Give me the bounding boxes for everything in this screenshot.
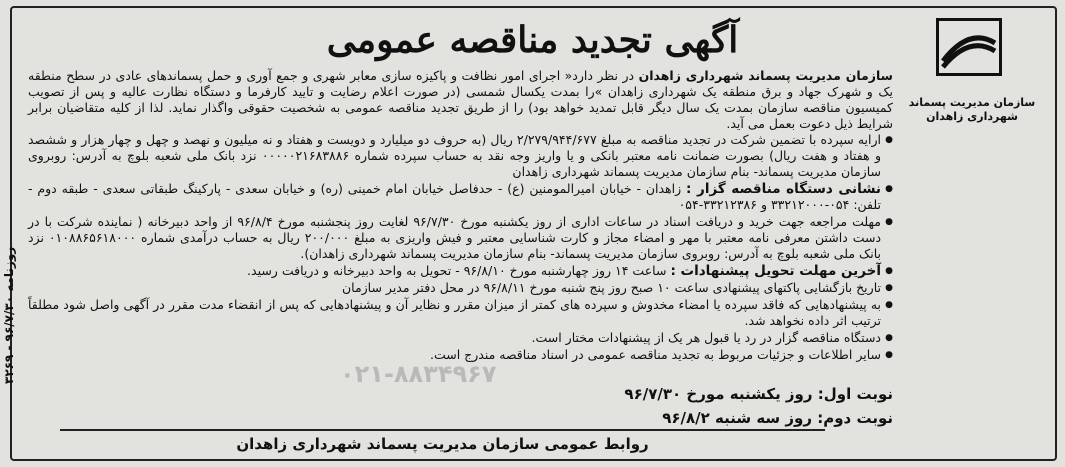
item-text: تاریخ بازگشایی پاکتهای پیشنهادی ساعت ۱۰ صبح روز پنج شنبه مورخ ۹۶/۸/۱۱ در محل دفتر مدیر سازمان <box>341 280 881 295</box>
second-publication-date: نوبت دوم: روز سه شنبه ۹۶/۸/۲ <box>662 409 893 427</box>
item-text: زاهدان - خیابان امیرالمومنین (ع) - حدفاصل خیابان امام خمینی (ره) و خیابان سعدی - پارکینگ طبقاتی سعدی - طبقه دوم - تلفن: ۰۵۴-۳۳۲۱۲۰۰۰ و ۳۳۲۱۲۳۸۶-۰۵۴ <box>28 181 881 212</box>
logo-org-line1: سازمان مدیریت پسماند <box>908 96 1036 109</box>
organization-logo <box>897 12 1047 130</box>
footer-public-relations: روابط عمومی سازمان مدیریت پسماند شهرداری زاهدان <box>60 429 825 457</box>
list-item <box>28 181 893 213</box>
logo-mark-icon <box>936 18 1002 76</box>
item-text: دستگاه مناقصه گزار در رد یا قبول هر یک از پیشنهادات مختار است. <box>531 330 881 345</box>
logo-org-name <box>897 96 1047 124</box>
logo-org-line2: شهرداری زاهدان <box>926 110 1018 123</box>
item-label: آخرین مهلت تحویل پیشنهادات : <box>670 263 881 279</box>
first-publication-date: نوبت اول: روز یکشنبه مورخ ۹۶/۷/۳۰ <box>624 385 893 403</box>
ad-title: آگهی تجدید مناقصه عمومی <box>326 19 739 61</box>
list-item <box>28 214 893 262</box>
watermark-phone: ۰۲۱-۸۸۳۴۹۶۷ <box>340 360 497 388</box>
item-text: به پیشنهادهایی که فاقد سپرده یا امضاء مخدوش و سپرده های کمتر از میزان مقرر و نظایر آن و پیشنهادهایی که پس از انقضاء مدت مقرر در آگهی واصل شود مطلقاً ترتیب اثر داده نخواهد شد. <box>28 297 881 328</box>
item-text: مهلت مراجعه جهت خرید و دریافت اسناد در ساعات اداری از روز یکشنبه مورخ ۹۶/۷/۳۰ لغایت روز پنجشنبه مورخ ۹۶/۸/۴ از واحد دبیرخانه ( نماینده شرکت با در دست داشتن معرفی نامه معتبر با مهر و امضاء مجاز و کارت شناسایی معتبر و فیش واریزی به مبلغ ۲۰۰/۰۰۰ ریال به حساب درآمدی شماره ۰۱۰۸۸۶۵۶۱۸۰۰۰ نزد بانک ملی شعبه بلوچ به آدرس: روبروی سازمان مدیریت پسماند- بنام سازمان مدیریت پسماند شهرداری زاهدان). <box>28 214 882 261</box>
item-text: ارایه سپرده با تضمین شرکت در تجدید مناقصه به مبلغ ۲/۲۷۹/۹۴۴/۶۷۷ ریال (به حروف دو میلیارد و دویست و هفتاد و نه میلیون و نهصد و چهل و چهار هزار و ششصد و هفتاد و هفت ریال) بصورت ضمانت نامه معتبر بانکی و یا واریز وجه نقد به حساب سپرده شماره ۰۰۰۰۰۲۱۶۸۳۸۸۶ نزد بانک ملی شعبه بلوچ به آدرس: روبروی سازمان مدیریت پسماند- بنام سازمان مدیریت پسماند شهرداری زاهدان <box>28 132 881 179</box>
list-item <box>28 330 893 346</box>
lead-text: سازمان مدیریت پسماند شهرداری زاهدان <box>638 68 893 83</box>
item-label: نشانی دستگاه مناقصه گزار : <box>686 181 881 197</box>
list-item <box>28 263 893 279</box>
item-text: سایر اطلاعات و جزئیات مربوط به تجدید مناقصه عمومی در اسناد مناقصه مندرج است. <box>429 347 881 362</box>
side-code: روزنامه ۹۶/۷/۳۰ - ۳۲۶۹ <box>2 246 16 384</box>
list-item <box>28 132 893 180</box>
list-item <box>28 347 893 363</box>
list-item <box>28 280 893 296</box>
list-item <box>28 297 893 329</box>
ad-body <box>28 68 893 364</box>
intro-paragraph <box>28 68 893 132</box>
item-text: ساعت ۱۴ روز چهارشنبه مورخ ۹۶/۸/۱۰ - تحویل به واحد دبیرخانه و دریافت رسید. <box>247 263 667 278</box>
intro-text: در نظر دارد« اجرای امور نظافت و پاکیزه سازی معابر شهری و جمع آوری و حمل پسماندهای عادی در سطح منطقه یک و شهرک جهاد و برق منطقه یک شهرداری زاهدان »را بمدت یکسال شمسی (در صورت اعلام رضایت و تایید کارفرما و دستگاه نظارت عالیه و پس از تصویب کمیسیون مناقصه سازمان بمدت یک سال دیگر قابل تمدید خواهد بود) را از طریق تجدید مناقصه عمومی به شخصیت حقوقی واگذار نماید. لذا از کلیه متقاضیان برابر شرایط ذیل دعوت بعمل می آید. <box>28 68 893 131</box>
